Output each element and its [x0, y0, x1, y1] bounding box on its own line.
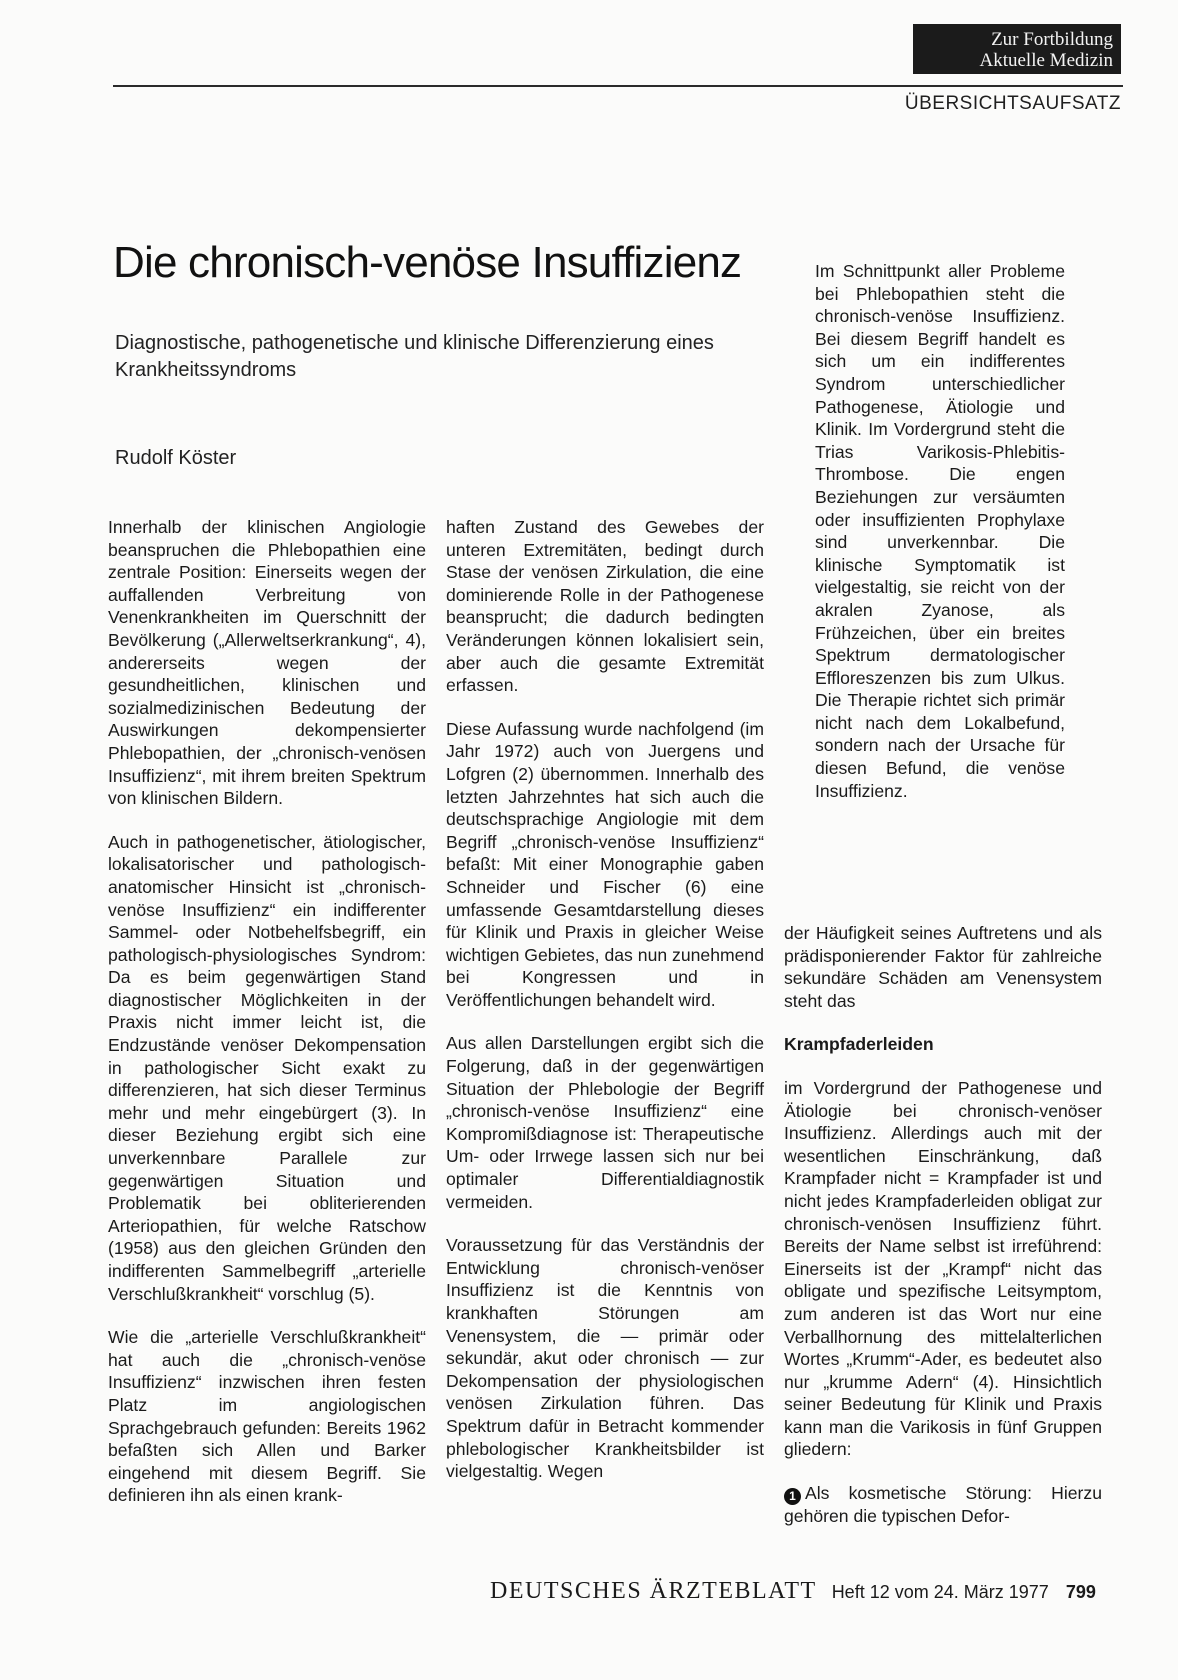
- body-paragraph: Voraussetzung für das Verständnis der Entwicklung chronisch-venöser Insuffizienz ist die Kenntnis von krankhaften Störungen am Venensystem, die — primär oder sekundär, akut oder chronisch — zur Dekompensation der physiologischen venösen Zirkulation führen. Das Spektrum dafür in Betracht kommender phlebologischer Krankheitsbilder ist vielgestaltig. Wegen: [446, 1235, 764, 1482]
- body-paragraph: haften Zustand des Gewebes der unteren Extremitäten, bedingt durch Stase der venösen Zirkulation, die eine dominierende Rolle in der Pathogenese beansprucht; die dadurch bedingten Veränderungen können lokalisiert sein, aber auch die gesamte Extremität erfassen.: [446, 517, 764, 696]
- article-subtitle: Diagnostische, pathogenetische und klinische Differenzierung eines Krankheitssyndroms: [115, 332, 714, 381]
- badge-line-2: Aktuelle Medizin: [979, 50, 1113, 71]
- section-heading: Krampfaderleiden: [784, 1034, 934, 1055]
- bullet-text: Als kosmetische Störung: Hierzu gehören die typischen Defor-: [784, 1483, 1102, 1527]
- issue-info: Heft 12 vom 24. März 1977: [831, 1582, 1049, 1602]
- section-badge: [913, 24, 1121, 74]
- body-column-3: [784, 922, 1102, 1528]
- section-label: ÜBERSICHTSAUFSATZ: [904, 93, 1121, 114]
- body-paragraph: Aus allen Darstellungen ergibt sich die Folgerung, daß in der gegenwärtigen Situation der Phlebologie der Begriff „chronisch-venöse Insuffizienz“ eine Kompromißdiagnose ist: Therapeutische Um- oder Irrwege lassen sich nur bei optimaler Differentialdiagnostik vermeiden.: [446, 1033, 764, 1212]
- page-footer: [490, 1578, 1096, 1605]
- number-bullet: 1: [784, 1488, 801, 1505]
- article-title: Die chronisch-venöse Insuffizienz: [113, 238, 742, 287]
- page-number: 799: [1065, 1582, 1096, 1602]
- body-paragraph: Innerhalb der klinischen Angiologie beanspruchen die Phlebopathien eine zentrale Position: Einerseits wegen der auffallenden Verbreitung von Venenkrankheiten im Querschnitt der Bevölkerung („Allerweltserkrankung“, 4), andererseits wegen der gesundheitlichen, klinischen und sozialmedizinischen Bedeutung der Auswirkungen dekompensierter Phlebopathien, der „chronisch-venösen Insuffizienz“, mit ihrem breiten Spektrum von klinischen Bildern.: [108, 517, 426, 809]
- body-column-1: [108, 516, 426, 1528]
- bullet-item: [784, 1482, 1102, 1528]
- header-rule: [113, 85, 1123, 87]
- badge-line-1: Zur Fortbildung: [991, 29, 1113, 50]
- body-column-2: [446, 516, 764, 1504]
- abstract-paragraph: Im Schnittpunkt aller Probleme bei Phlebopathien steht die chronisch-venöse Insuffizienz. Bei diesem Begriff handelt es sich um ein indifferentes Syndrom unterschiedlicher Pathogenese, Ätiologie und Klinik. Im Vordergrund steht die Trias Varikosis-Phlebitis-Thrombose. Die engen Beziehungen zur versäumten oder insuffizienten Prophylaxe sind unverkennbar. Die klinische Symptomatik ist vielgestaltig, sie reicht von der akralen Zyanose, als Frühzeichen, über ein breites Spektrum dermatologischer Effloreszenzen bis zum Ulkus. Die Therapie richtet sich primär nicht nach dem Lokalbefund, sondern nach der Ursache für diesen Befund, die venöse Insuffizienz.: [815, 261, 1065, 801]
- body-paragraph: der Häufigkeit seines Auftretens und als prädisponierender Faktor für zahlreiche sekundäre Schäden am Venensystem steht das: [784, 923, 1102, 1011]
- body-paragraph: im Vordergrund der Pathogenese und Ätiologie bei chronisch-venöser Insuffizienz. Allerdings auch mit der wesentlichen Einschränkung, daß Krampfader nicht = Krampfader ist und nicht jedes Krampfaderleiden obligat zur chronisch-venösen Insuffizienz führt. Bereits der Name selbst ist irreführend: Einerseits ist der „Krampf“ nicht das obligate und spezifische Leitsymptom, zum anderen ist das Wort nur eine Verballhornung des mittelalterlichen Wortes „Krumm“-Ader, es bedeutet also nur „krumme Adern“ (4). Hinsichtlich seiner Bedeutung für Klinik und Praxis kann man die Varikosis in fünf Gruppen gliedern:: [784, 1077, 1102, 1460]
- article-author: Rudolf Köster: [115, 447, 237, 469]
- abstract-column: [815, 260, 1065, 823]
- body-paragraph: Auch in pathogenetischer, ätiologischer, lokalisatorischer und pathologisch-anatomischer Hinsicht ist „chronisch-venöse Insuffizienz“ ein indifferenter Sammel- oder Notbehelfsbegriff, ein pathologisch-physiologisches Syndrom: Da es beim gegenwärtigen Stand diagnostischer Möglichkeiten in der Praxis nicht immer leicht ist, die Endzustände venöser Dekompensation in pathologischer Sicht exakt zu differenzieren, hat sich dieser Terminus mehr und mehr eingebürgert (3). In dieser Beziehung ergibt sich eine unverkennbare Parallele zur gegenwärtigen Situation und Problematik bei obliterierenden Arteriopathien, für welche Ratschow (1958) aus den gleichen Gründen den indifferenten Sammelbegriff „arterielle Verschlußkrankheit“ vorschlug (5).: [108, 831, 426, 1304]
- body-paragraph: Diese Aufassung wurde nachfolgend (im Jahr 1972) auch von Juergens und Lofgren (2) übernommen. Innerhalb des letzten Jahrzehntes hat sich auch die deutschsprachige Angiologie mit dem Begriff „chronisch-venöse Insuffizienz“ befaßt: Mit einer Monographie gaben Schneider und Fischer (6) eine umfassende Gesamtdarstellung dieses für Klinik und Praxis in gleicher Weise wichtigen Gebietes, das nun zunehmend bei Kongressen und in Veröffentlichungen behandelt wird.: [446, 718, 764, 1010]
- journal-name: DEUTSCHES ÄRZTEBLATT: [490, 1578, 817, 1604]
- body-paragraph: Wie die „arterielle Verschlußkrankheit“ hat auch die „chronisch-venöse Insuffizienz“ inzwischen ihren festen Platz im angiologischen Sprachgebrauch gefunden: Bereits 1962 befaßten sich Allen und Barker eingehend mit diesem Begriff. Sie definieren ihn als einen krank-: [108, 1327, 426, 1506]
